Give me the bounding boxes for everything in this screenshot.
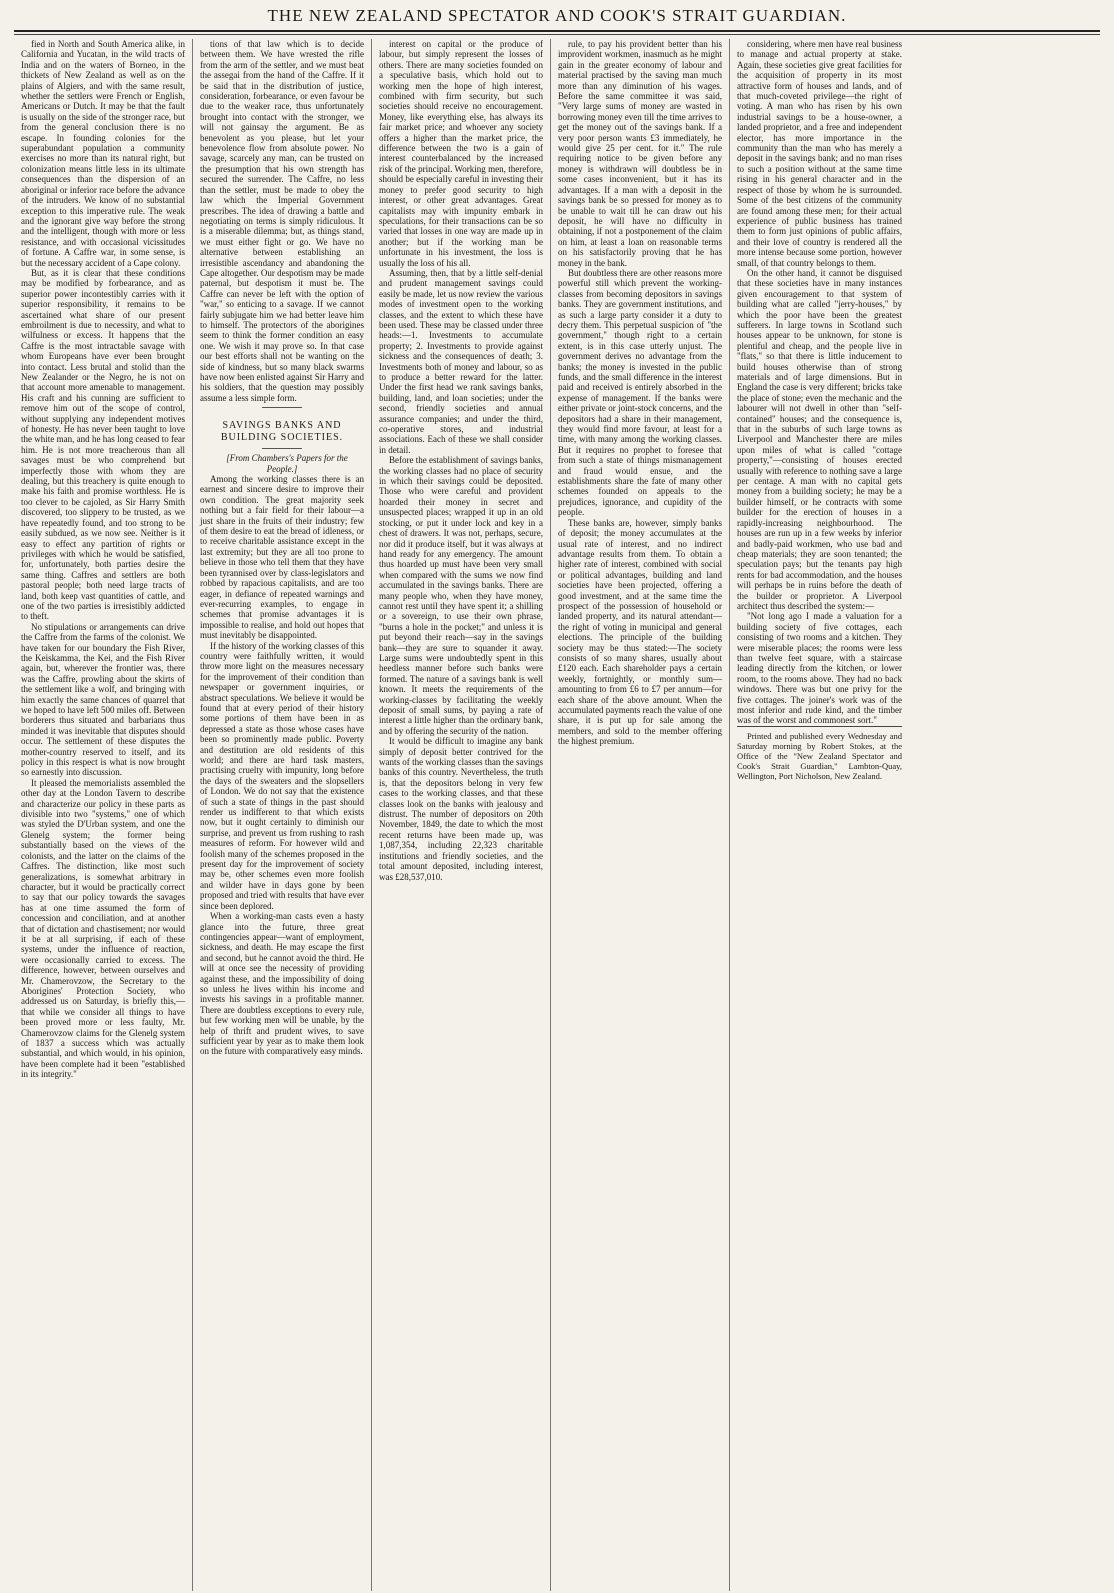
paragraph: If the history of the working classes of this country were faithfully written, it would throw more light on the measures necessary for the improvement of their condition than newspaper or government inquiries, or abstract speculations. We believe it would be found that at every period of their history some portions of them have been in as depressed a state as those whose cases have been so prominently made public. Poverty and destitution are old residents of this world; and there are hard task masters, practising cruelty with impunity, long before the days of the sweaters and the slopsellers of London. We do not say that the existence of such a state of things in the past should render us indifferent to that which exists now, but it ought certainly to diminish our surprise, and prevent us from rushing to rash measures of reform. For however wild and foolish many of the schemes proposed in the present day for the improvement of society may be, other schemes even more foolish and wilder have in days gone by been proposed and tried with results that have ever since been deplored.: [200, 640, 364, 911]
column-4: [551, 39, 730, 1591]
masthead-rule-thin: [14, 34, 1100, 35]
paragraph: fied in North and South America alike, in California and Yucatan, in the wild tracts of India and on the waters of Borneo, in the thickets of New Zealand as well as on the plains of Algiers, and with the same result, whether the settlers were French or English, Americans or Dutch. It may be that the fault is usually on the side of the stronger race, but from the general conclusion there is no escape. In founding colonies for the superabundant population a community exercises no more than its natural right, but colonization means little less in its ultimate consequences than the dispersion of an aboriginal or inferior race before the advance of the intruders. We know of no substantial exception to this imperative rule. The weak and the ignorant give way before the strong and the intelligent, though with more or less resistance, and with occasional vicissitudes of fortune. A Caffre war, in some sense, is but the necessary accident of a Cape colony.: [21, 39, 185, 268]
headline-divider: [262, 448, 302, 449]
imprint-notice: Printed and published every Wednesday and Saturday morning by Robert Stokes, at the Office of the "New Zealand Spectator and Cook's Strait Guardian," Lambton-Quay, Wellington, Port Nicholson, New Zealand.: [737, 726, 902, 781]
column-2: [193, 39, 372, 1591]
column-3: [372, 39, 551, 1591]
paragraph: interest on capital or the produce of labour, but simply represent the losses of others. There are many societies founded on a speculative basis, which hold out to working men the hope of high interest, combined with firm security, but such societies should receive no encouragement. Money, like everything else, has always its fair market price; and whoever any society offers a higher than the market price, the difference between the two is a gain of interest counterbalanced by the increased risk of the principal. Working men, therefore, should be especially careful in investing their money to prefer good security to high interest, or other great advantages. Great capitalists may with impunity embark in speculations, for their transactions can be so varied that losses in one way are made up in another; but if the working man be unfortunate in his investment, the loss is usually the loss of his all.: [379, 39, 543, 268]
paragraph: But, as it is clear that these conditions may be modified by forbearance, and as superior power incontestibly carries with it superior responsibility, it remains to be ascertained what share of our present embroilment is due to necessity, and what to wilfulness or excess. It happens that the Caffre is the most intractable savage with whom Europeans have ever been brought into contact. Less brutal and stolid than the New Zealander or the Negro, he is not on that account more amenable to management. His craft and his cunning are sufficient to remove him out of the scope of control, without supplying any independent motives of honesty. He has never been taught to love the white man, and he has long ceased to fear him. He is not more treacherous than all savages must be who comprehend but imperfectly those with whom they are dealing, but this treachery is quite enough to make his faith and promise worthless. He is too clever to be cajoled, as Sir Harry Smith discovered, too slippery to be trusted, as we have repeatedly found, and too strong to be easily subdued, as we now see. Neither is it easy to effect any partition of rights or privileges with which he would be satisfied, for, unfortunately, both parties desire the same thing. Caffres and settlers are both pastoral people; both need large tracts of land, both keep vast quantities of cattle, and one of the two parties is irresistibly addicted to theft.: [21, 267, 185, 622]
paragraph: Among the working classes there is an earnest and sincere desire to improve their own condition. The great majority seek nothing but a fair field for their labour—a just share in the fruits of their industry; few of them desire to eat the bread of idleness, or to receive charitable assistance except in the last extremity; but they are all too prone to believe in those who tell them that they have been tyrannised over by class-legislators and robbed by rapacious capitalists, and are too eager, in defiance of repeated warnings and ever-recurring examples, to engage in schemes that promise advantages it is impossible to realise, and hold out hopes that must inevitably be disappointed.: [200, 474, 364, 641]
paragraph: tions of that law which is to decide between them. We have wrested the rifle from the arm of the settler, and we must beat the assegai from the hand of the Caffre. If it be said that in the distribution of justice, consideration, forbearance, or even favour be due to the weaker race, thus unfortunately brought into contact with the stronger, we will not gainsay the argument. Be as benevolent as you please, but let your benevolence flow from absolute power. No savage, scarcely any man, can be trusted on the presumption that his own strength has secured the surrender. The Caffre, no less than the settler, must be made to obey the law which the Imperial Government prescribes. The idea of drawing a battle and negotiating on terms is simply ridiculous. It is a miserable dilemma; but, as things stand, we must either fight or go. We have no alternative between establishing an irresistible ascendancy and abandoning the Cape altogether. Our despotism may be made paternal, but despotism it must be. The Caffre can never be left with the option of "war," so enticing to a savage. If we cannot fairly subjugate him we had better leave him to himself. The protectors of the aborigines seem to think the former condition an easy one. We wish it may prove so. In that case our best efforts shall not be wanting on the side of kindness, but so many black swarms have now been enlisted against Sir Harry and his soldiers, that the question may possibly assume a less simple form.: [200, 39, 364, 403]
column-5: [730, 39, 909, 1591]
paragraph: These banks are, however, simply banks of deposit; the money accumulates at the usual rate of interest, and no indirect advantage results from them. To obtain a higher rate of interest, combined with social or political advantages, building and land societies have been projected, offering a good investment, and at the same time the prospect of the possession of household or landed property, and its natural attendant—the right of voting in municipal and general elections. The principle of the building society may be thus stated:—The society consists of so many shares, usually about £120 each. Each shareholder pays a certain weekly, fortnightly, or monthly sum—amounting to from £6 to £7 per annum—for each share of the above amount. When the accumulated payments reach the value of one share, it is put up for sale among the members, and sold to the member offering the highest premium.: [558, 517, 722, 747]
masthead-rule: [14, 30, 1100, 32]
paragraph: On the other hand, it cannot be disguised that these societies have in many instances given encouragement to that system of building what are called "jerry-houses," by which the poor have been the greatest sufferers. In large towns in Scotland such houses appear to be unknown, for stone is plentiful and cheap, and the people live in "flats," so that there is little inducement to build houses otherwise than of strong materials and of large dimensions. But in England the case is very different; bricks take the place of stone; even the mechanic and the labourer will not dwell in other than "self-contained" houses; and the consequence is, that in the suburbs of such large towns as Liverpool and Manchester there are miles upon miles of what is called "cottage property,"—consisting of houses erected usually with reference to nothing save a large per centage. A man with no capital gets money from a building society; he may be a builder himself, or he contracts with some builder for the erection of houses in a rapidly-increasing neighbourhood. The houses are run up in a few weeks by inferior and badly-paid workmen, who use bad and cheap materials; they are soon tenanted; the speculation pays; but the tenants pay high rents for bad accommodation, and the houses will perhaps be in ruins before the death of the builder or proprietor. A Liverpool architect thus described the system:—: [737, 267, 902, 611]
section-divider: [262, 407, 302, 408]
columns: [14, 39, 1100, 1591]
paragraph: It pleased the memorialists assembled the other day at the London Tavern to describe and characterize our policy in these parts as divisible into two "systems," one of which was styled the D'Urban system, and one the Glenelg system; the former being substantially based on the views of the colonists, and the latter on the claims of the Caffres. The distinction, like most such generalizations, is somewhat arbitrary in character, but it would be practically correct to say that our policy towards the savages has at one time assumed the form of concession and conciliation, and at another that of dictation and chastisement; nor would it be at all surprising, if each of these systems, under the influence of reaction, were occasionally carried to excess. The difference, however, between ourselves and Mr. Chamerovzow, the Secretary to the Aborigines' Protection Society, who addressed us on Saturday, is briefly this,—that while we consider all things to have been proved more or less faulty, Mr. Chamerovzow claims for the Glenelg system of 1837 a success which was actually substantial, and which would, in his opinion, have been complete had it been "established in its integrity.": [21, 777, 185, 1080]
paragraph: Before the establishment of savings banks, the working classes had no place of security in which their savings could be deposited. Those who were careful and provident hoarded their money in secret and unsuspected places; wrapped it up in an old stocking, or put it under lock and key in a chest of drawers. It was not, perhaps, secure, nor did it produce itself, but it was always at hand ready for any emergency. The amount thus hoarded up must have been very small when compared with the sums we now find accumulated in the savings banks. There are many people who, when they have money, cannot rest until they have spent it; a shilling or a sovereign, to use their own phrase, "burns a hole in the pocket;" and unless it is put beyond their reach—say in the savings bank—they are sure to squander it away. Large sums were undoubtedly spent in this heedless manner before such banks were formed. The nature of a savings bank is well known. It meets the requirements of the working-classes by facilitating the weekly deposit of small sums, by paying a rate of interest a little higher than the ordinary bank, and by offering the security of the nation.: [379, 455, 543, 736]
paragraph: But doubtless there are other reasons more powerful still which prevent the working-classes from becoming depositors in savings banks. They are government institutions, and as such a large party consider it a duty to decry them. This perpetual suspicion of "the government," though right to a certain extent, is in this case utterly unjust. The government derives no advantage from the banks; the money is invested in the public funds, and the small difference in the interest paid and received is entirely absorbed in the expense of management. If the banks were either private or joint-stock concerns, and the depositors had a share in their management, they would find more favour, at least for a time, with many among the working classes. But it requires no prophet to foresee that from such a state of things mismanagement and fraud would ensue, and the establishments share the fate of many other schemes founded on appeals to the prejudices, ignorance, and cupidity of the people.: [558, 267, 722, 518]
column-1: [14, 39, 193, 1591]
paragraph: considering, where men have real business to manage and actual property at stake. Again, these societies give great facilities for the acquisition of property in its most attractive form of houses and lands, and of that much-coveted privilege—the right of voting. A man who has risen by his own industrial savings to be a house-owner, a landed proprietor, and a free and independent elector, has more importance in the community than the man who has merely a deposit in the savings bank; and no man rises to such a position without at the same time rising in his general character and in the respect of those by whom he is surrounded. Some of the best citizens of the community are found among these men; for their actual experience of public business has trained them to form just opinions of public affairs, and their love of country is rendered all the more intense because some portion, however small, of that country belongs to them.: [737, 39, 902, 268]
paragraph: "Not long ago I made a valuation for a building society of five cottages, each consisting of two rooms and a kitchen. They were miserable places; the rooms were less than twelve feet square, with a staircase leading directly from the kitchen, or lower room, to the rooms above. They had no back windows. There was but one privy for the five cottages. The joiner's work was of the most inferior and rude kind, and the timber was of the worst and commonest sort.": [737, 611, 902, 726]
paragraph: rule, to pay his provident better than his improvident workmen, inasmuch as he might gain in the greater economy of labour and material practised by the saving man much more than any diminution of his wages. Before the same committee it was said, "Very large sums of money are wasted in borrowing money even till the time arrives to get the money out of the savings bank. If a very poor person wants £3 immediately, he would give 25 per cent. for it." The rule requiring notice to be given before any money is withdrawn will doubtless be in some cases inconvenient, but it has its advantages. If a man with a deposit in the savings bank be so pressed for money as to be unable to wait till he can draw out his deposit, he will have no difficulty in obtaining, if not a postponement of the claim on him, at least a loan on reasonable terms on his satisfactorily proving that he has money in the bank.: [558, 39, 722, 268]
article-source: [From Chambers's Papers for the People.]: [226, 453, 348, 474]
paragraph: When a working-man casts even a hasty glance into the future, three great contingencies appear—want of employment, sickness, and death. He may escape the first and second, but he cannot avoid the third. He will at once see the necessity of providing against these, and the impossibility of doing so unless he lives within his income and invests his savings in a profitable manner. There are doubtless exceptions to every rule, but few working men will be unable, by the help of thrift and prudent wives, to save sufficient year by year as to make them look on the future with comparatively easy minds.: [200, 911, 364, 1057]
masthead: THE NEW ZEALAND SPECTATOR AND COOK'S STRAIT GUARDIAN.: [267, 6, 847, 25]
article-headline: SAVINGS BANKS AND BUILDING SOCIETIES.: [220, 420, 344, 444]
paragraph: It would be difficult to imagine any bank simply of deposit better contrived for the wants of the working classes than the savings banks of this country. Nevertheless, the truth is, that the depositors belong in very few cases to the working classes, and that these classes look on the banks with jealousy and distrust. The number of depositors on 20th November, 1849, the date to which the most recent returns have been made up, was 1,087,354, including 22,323 charitable institutions and friendly societies, and the total amount deposited, including interest, was £28,537,010.: [379, 736, 543, 882]
paragraph: No stipulations or arrangements can drive the Caffre from the farms of the colonist. We have taken for our boundary the Fish River, the Keiskamma, the Kei, and the Fish River again, but, wherever the frontier was, there was the Caffre, prowling about the skirts of the settlement like a wolf, and bringing with him exactly the same chances of quarrel that we hoped to have left 500 miles off. Between borderers thus situated and barbarians thus minded it was inevitable that disputes should occur. The settlement of these disputes the mother-country reserved to itself, and its policy in this respect is what is now brought so earnestly into discussion.: [21, 621, 185, 778]
paragraph: Assuming, then, that by a little self-denial and prudent management savings could easily be made, let us now review the various modes of investment open to the working classes, and the extent to which these have been used. These may be classed under three heads:—1. Investments to accumulate property; 2. Investments to provide against sickness and the consequences of death; 3. Investments both of money and labour, so as to produce a better reward for the latter. Under the first head we rank savings banks, building, land, and loan societies; under the second, friendly societies and annual assurance companies; and under the third, co-operative stores, and industrial associations. Each of these we shall consider in detail.: [379, 267, 543, 455]
